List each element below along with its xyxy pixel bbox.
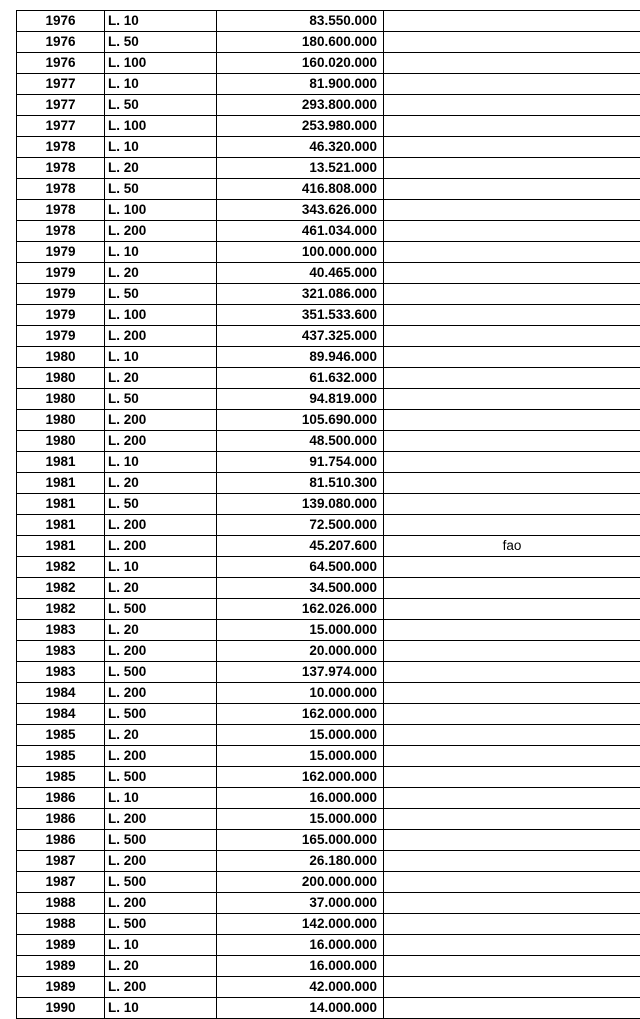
note-cell xyxy=(384,116,640,137)
denomination-cell: L. 200 xyxy=(105,515,217,536)
year-cell: 1979 xyxy=(17,263,105,284)
table-row xyxy=(17,263,640,284)
note-cell xyxy=(384,956,640,977)
quantity-cell: 45.207.600 xyxy=(217,536,384,557)
denomination-cell: L. 200 xyxy=(105,410,217,431)
note-cell xyxy=(384,410,640,431)
quantity-cell: 14.000.000 xyxy=(217,998,384,1019)
table-row xyxy=(17,830,640,851)
note-cell xyxy=(384,725,640,746)
quantity-cell: 137.974.000 xyxy=(217,662,384,683)
table-body xyxy=(17,11,640,1019)
quantity-cell: 416.808.000 xyxy=(217,179,384,200)
note-cell xyxy=(384,200,640,221)
year-cell: 1978 xyxy=(17,200,105,221)
note-cell xyxy=(384,662,640,683)
quantity-cell: 253.980.000 xyxy=(217,116,384,137)
note-cell xyxy=(384,599,640,620)
year-cell: 1981 xyxy=(17,473,105,494)
denomination-cell: L. 20 xyxy=(105,263,217,284)
denomination-cell: L. 50 xyxy=(105,32,217,53)
table-row xyxy=(17,242,640,263)
quantity-cell: 461.034.000 xyxy=(217,221,384,242)
denomination-cell: L. 10 xyxy=(105,788,217,809)
note-cell xyxy=(384,746,640,767)
denomination-cell: L. 10 xyxy=(105,242,217,263)
year-cell: 1980 xyxy=(17,368,105,389)
note-cell xyxy=(384,74,640,95)
note-cell xyxy=(384,641,640,662)
year-cell: 1981 xyxy=(17,536,105,557)
denomination-cell: L. 20 xyxy=(105,725,217,746)
year-cell: 1980 xyxy=(17,347,105,368)
quantity-cell: 437.325.000 xyxy=(217,326,384,347)
table-row xyxy=(17,410,640,431)
note-cell xyxy=(384,872,640,893)
note-cell xyxy=(384,557,640,578)
denomination-cell: L. 500 xyxy=(105,599,217,620)
table-row xyxy=(17,431,640,452)
year-cell: 1987 xyxy=(17,872,105,893)
year-cell: 1982 xyxy=(17,557,105,578)
denomination-cell: L. 100 xyxy=(105,53,217,74)
quantity-cell: 180.600.000 xyxy=(217,32,384,53)
note-cell xyxy=(384,704,640,725)
year-cell: 1984 xyxy=(17,683,105,704)
quantity-cell: 42.000.000 xyxy=(217,977,384,998)
quantity-cell: 64.500.000 xyxy=(217,557,384,578)
table-row xyxy=(17,305,640,326)
denomination-cell: L. 200 xyxy=(105,683,217,704)
table-row xyxy=(17,494,640,515)
year-cell: 1978 xyxy=(17,158,105,179)
quantity-cell: 162.026.000 xyxy=(217,599,384,620)
year-cell: 1979 xyxy=(17,326,105,347)
quantity-cell: 15.000.000 xyxy=(217,746,384,767)
note-cell xyxy=(384,305,640,326)
table-row xyxy=(17,788,640,809)
denomination-cell: L. 50 xyxy=(105,389,217,410)
quantity-cell: 100.000.000 xyxy=(217,242,384,263)
year-cell: 1987 xyxy=(17,851,105,872)
note-cell xyxy=(384,977,640,998)
note-cell xyxy=(384,578,640,599)
quantity-cell: 343.626.000 xyxy=(217,200,384,221)
note-cell xyxy=(384,158,640,179)
year-cell: 1979 xyxy=(17,242,105,263)
year-cell: 1981 xyxy=(17,452,105,473)
quantity-cell: 37.000.000 xyxy=(217,893,384,914)
quantity-cell: 20.000.000 xyxy=(217,641,384,662)
note-cell xyxy=(384,431,640,452)
year-cell: 1982 xyxy=(17,578,105,599)
table-row xyxy=(17,641,640,662)
table-row xyxy=(17,998,640,1019)
denomination-cell: L. 10 xyxy=(105,137,217,158)
year-cell: 1990 xyxy=(17,998,105,1019)
note-cell xyxy=(384,494,640,515)
denomination-cell: L. 200 xyxy=(105,977,217,998)
quantity-cell: 94.819.000 xyxy=(217,389,384,410)
note-cell xyxy=(384,788,640,809)
denomination-cell: L. 200 xyxy=(105,893,217,914)
note-cell xyxy=(384,53,640,74)
note-cell xyxy=(384,347,640,368)
note-cell xyxy=(384,914,640,935)
year-cell: 1979 xyxy=(17,284,105,305)
quantity-cell: 13.521.000 xyxy=(217,158,384,179)
table-row xyxy=(17,956,640,977)
note-cell xyxy=(384,452,640,473)
year-cell: 1980 xyxy=(17,410,105,431)
note-cell xyxy=(384,620,640,641)
denomination-cell: L. 10 xyxy=(105,74,217,95)
year-cell: 1984 xyxy=(17,704,105,725)
denomination-cell: L. 200 xyxy=(105,641,217,662)
table-row xyxy=(17,221,640,242)
note-cell xyxy=(384,221,640,242)
table-row xyxy=(17,557,640,578)
table-row xyxy=(17,116,640,137)
year-cell: 1985 xyxy=(17,746,105,767)
year-cell: 1988 xyxy=(17,914,105,935)
quantity-cell: 61.632.000 xyxy=(217,368,384,389)
year-cell: 1983 xyxy=(17,662,105,683)
year-cell: 1976 xyxy=(17,32,105,53)
quantity-cell: 34.500.000 xyxy=(217,578,384,599)
note-cell xyxy=(384,389,640,410)
note-cell xyxy=(384,683,640,704)
denomination-cell: L. 200 xyxy=(105,326,217,347)
table-row xyxy=(17,368,640,389)
note-cell xyxy=(384,935,640,956)
table-row xyxy=(17,704,640,725)
table-row xyxy=(17,725,640,746)
quantity-cell: 321.086.000 xyxy=(217,284,384,305)
denomination-cell: L. 10 xyxy=(105,11,217,32)
denomination-cell: L. 200 xyxy=(105,809,217,830)
year-cell: 1985 xyxy=(17,767,105,788)
table-row xyxy=(17,851,640,872)
note-cell xyxy=(384,95,640,116)
note-cell xyxy=(384,830,640,851)
quantity-cell: 10.000.000 xyxy=(217,683,384,704)
quantity-cell: 83.550.000 xyxy=(217,11,384,32)
quantity-cell: 160.020.000 xyxy=(217,53,384,74)
note-cell xyxy=(384,263,640,284)
year-cell: 1981 xyxy=(17,494,105,515)
denomination-cell: L. 200 xyxy=(105,431,217,452)
denomination-cell: L. 10 xyxy=(105,347,217,368)
quantity-cell: 40.465.000 xyxy=(217,263,384,284)
table-row xyxy=(17,620,640,641)
denomination-cell: L. 20 xyxy=(105,473,217,494)
table-row xyxy=(17,74,640,95)
quantity-cell: 81.900.000 xyxy=(217,74,384,95)
quantity-cell: 91.754.000 xyxy=(217,452,384,473)
denomination-cell: L. 20 xyxy=(105,578,217,599)
table-row xyxy=(17,746,640,767)
table-row xyxy=(17,935,640,956)
year-cell: 1978 xyxy=(17,179,105,200)
note-cell xyxy=(384,515,640,536)
note-cell xyxy=(384,809,640,830)
denomination-cell: L. 500 xyxy=(105,767,217,788)
table-row xyxy=(17,872,640,893)
quantity-cell: 200.000.000 xyxy=(217,872,384,893)
denomination-cell: L. 20 xyxy=(105,158,217,179)
note-cell xyxy=(384,767,640,788)
quantity-cell: 15.000.000 xyxy=(217,620,384,641)
note-cell xyxy=(384,284,640,305)
denomination-cell: L. 100 xyxy=(105,305,217,326)
year-cell: 1985 xyxy=(17,725,105,746)
year-cell: 1977 xyxy=(17,116,105,137)
table-row xyxy=(17,158,640,179)
denomination-cell: L. 50 xyxy=(105,284,217,305)
quantity-cell: 142.000.000 xyxy=(217,914,384,935)
table-row xyxy=(17,32,640,53)
denomination-cell: L. 500 xyxy=(105,914,217,935)
denomination-cell: L. 10 xyxy=(105,557,217,578)
denomination-cell: L. 10 xyxy=(105,935,217,956)
quantity-cell: 351.533.600 xyxy=(217,305,384,326)
denomination-cell: L. 500 xyxy=(105,872,217,893)
year-cell: 1978 xyxy=(17,221,105,242)
note-cell xyxy=(384,137,640,158)
table-row xyxy=(17,284,640,305)
table-row xyxy=(17,578,640,599)
note-cell: fao xyxy=(384,536,640,557)
year-cell: 1986 xyxy=(17,830,105,851)
year-cell: 1989 xyxy=(17,977,105,998)
year-cell: 1981 xyxy=(17,515,105,536)
coin-mintage-table xyxy=(16,10,640,1019)
quantity-cell: 162.000.000 xyxy=(217,767,384,788)
denomination-cell: L. 20 xyxy=(105,620,217,641)
note-cell xyxy=(384,851,640,872)
quantity-cell: 16.000.000 xyxy=(217,788,384,809)
year-cell: 1983 xyxy=(17,620,105,641)
denomination-cell: L. 200 xyxy=(105,536,217,557)
note-cell xyxy=(384,893,640,914)
year-cell: 1976 xyxy=(17,11,105,32)
table-row xyxy=(17,683,640,704)
table-row xyxy=(17,893,640,914)
note-cell xyxy=(384,368,640,389)
table-row xyxy=(17,11,640,32)
quantity-cell: 16.000.000 xyxy=(217,935,384,956)
year-cell: 1988 xyxy=(17,893,105,914)
table-row xyxy=(17,179,640,200)
table-row xyxy=(17,599,640,620)
note-cell xyxy=(384,326,640,347)
denomination-cell: L. 50 xyxy=(105,494,217,515)
denomination-cell: L. 10 xyxy=(105,998,217,1019)
denomination-cell: L. 100 xyxy=(105,200,217,221)
quantity-cell: 139.080.000 xyxy=(217,494,384,515)
denomination-cell: L. 200 xyxy=(105,746,217,767)
denomination-cell: L. 500 xyxy=(105,662,217,683)
note-cell xyxy=(384,998,640,1019)
quantity-cell: 105.690.000 xyxy=(217,410,384,431)
quantity-cell: 165.000.000 xyxy=(217,830,384,851)
year-cell: 1978 xyxy=(17,137,105,158)
quantity-cell: 16.000.000 xyxy=(217,956,384,977)
table-row xyxy=(17,53,640,74)
table-row xyxy=(17,200,640,221)
quantity-cell: 162.000.000 xyxy=(217,704,384,725)
table-row xyxy=(17,347,640,368)
denomination-cell: L. 50 xyxy=(105,179,217,200)
denomination-cell: L. 200 xyxy=(105,851,217,872)
year-cell: 1976 xyxy=(17,53,105,74)
table-row xyxy=(17,767,640,788)
quantity-cell: 81.510.300 xyxy=(217,473,384,494)
table-row xyxy=(17,662,640,683)
denomination-cell: L. 10 xyxy=(105,452,217,473)
denomination-cell: L. 500 xyxy=(105,830,217,851)
note-cell xyxy=(384,242,640,263)
table-row xyxy=(17,389,640,410)
table-row xyxy=(17,977,640,998)
quantity-cell: 26.180.000 xyxy=(217,851,384,872)
table-row xyxy=(17,326,640,347)
denomination-cell: L. 500 xyxy=(105,704,217,725)
note-cell xyxy=(384,11,640,32)
denomination-cell: L. 100 xyxy=(105,116,217,137)
year-cell: 1986 xyxy=(17,809,105,830)
quantity-cell: 72.500.000 xyxy=(217,515,384,536)
year-cell: 1989 xyxy=(17,956,105,977)
year-cell: 1983 xyxy=(17,641,105,662)
year-cell: 1980 xyxy=(17,389,105,410)
denomination-cell: L. 20 xyxy=(105,368,217,389)
quantity-cell: 89.946.000 xyxy=(217,347,384,368)
table-row xyxy=(17,473,640,494)
quantity-cell: 46.320.000 xyxy=(217,137,384,158)
year-cell: 1977 xyxy=(17,95,105,116)
note-cell xyxy=(384,473,640,494)
table-row xyxy=(17,515,640,536)
year-cell: 1977 xyxy=(17,74,105,95)
table-row xyxy=(17,95,640,116)
note-cell xyxy=(384,32,640,53)
note-cell xyxy=(384,179,640,200)
denomination-cell: L. 50 xyxy=(105,95,217,116)
denomination-cell: L. 200 xyxy=(105,221,217,242)
quantity-cell: 293.800.000 xyxy=(217,95,384,116)
table-row xyxy=(17,137,640,158)
year-cell: 1979 xyxy=(17,305,105,326)
quantity-cell: 15.000.000 xyxy=(217,725,384,746)
table-row xyxy=(17,536,640,557)
quantity-cell: 15.000.000 xyxy=(217,809,384,830)
year-cell: 1982 xyxy=(17,599,105,620)
year-cell: 1986 xyxy=(17,788,105,809)
year-cell: 1980 xyxy=(17,431,105,452)
quantity-cell: 48.500.000 xyxy=(217,431,384,452)
denomination-cell: L. 20 xyxy=(105,956,217,977)
year-cell: 1989 xyxy=(17,935,105,956)
table-row xyxy=(17,452,640,473)
table-row xyxy=(17,809,640,830)
table-row xyxy=(17,914,640,935)
